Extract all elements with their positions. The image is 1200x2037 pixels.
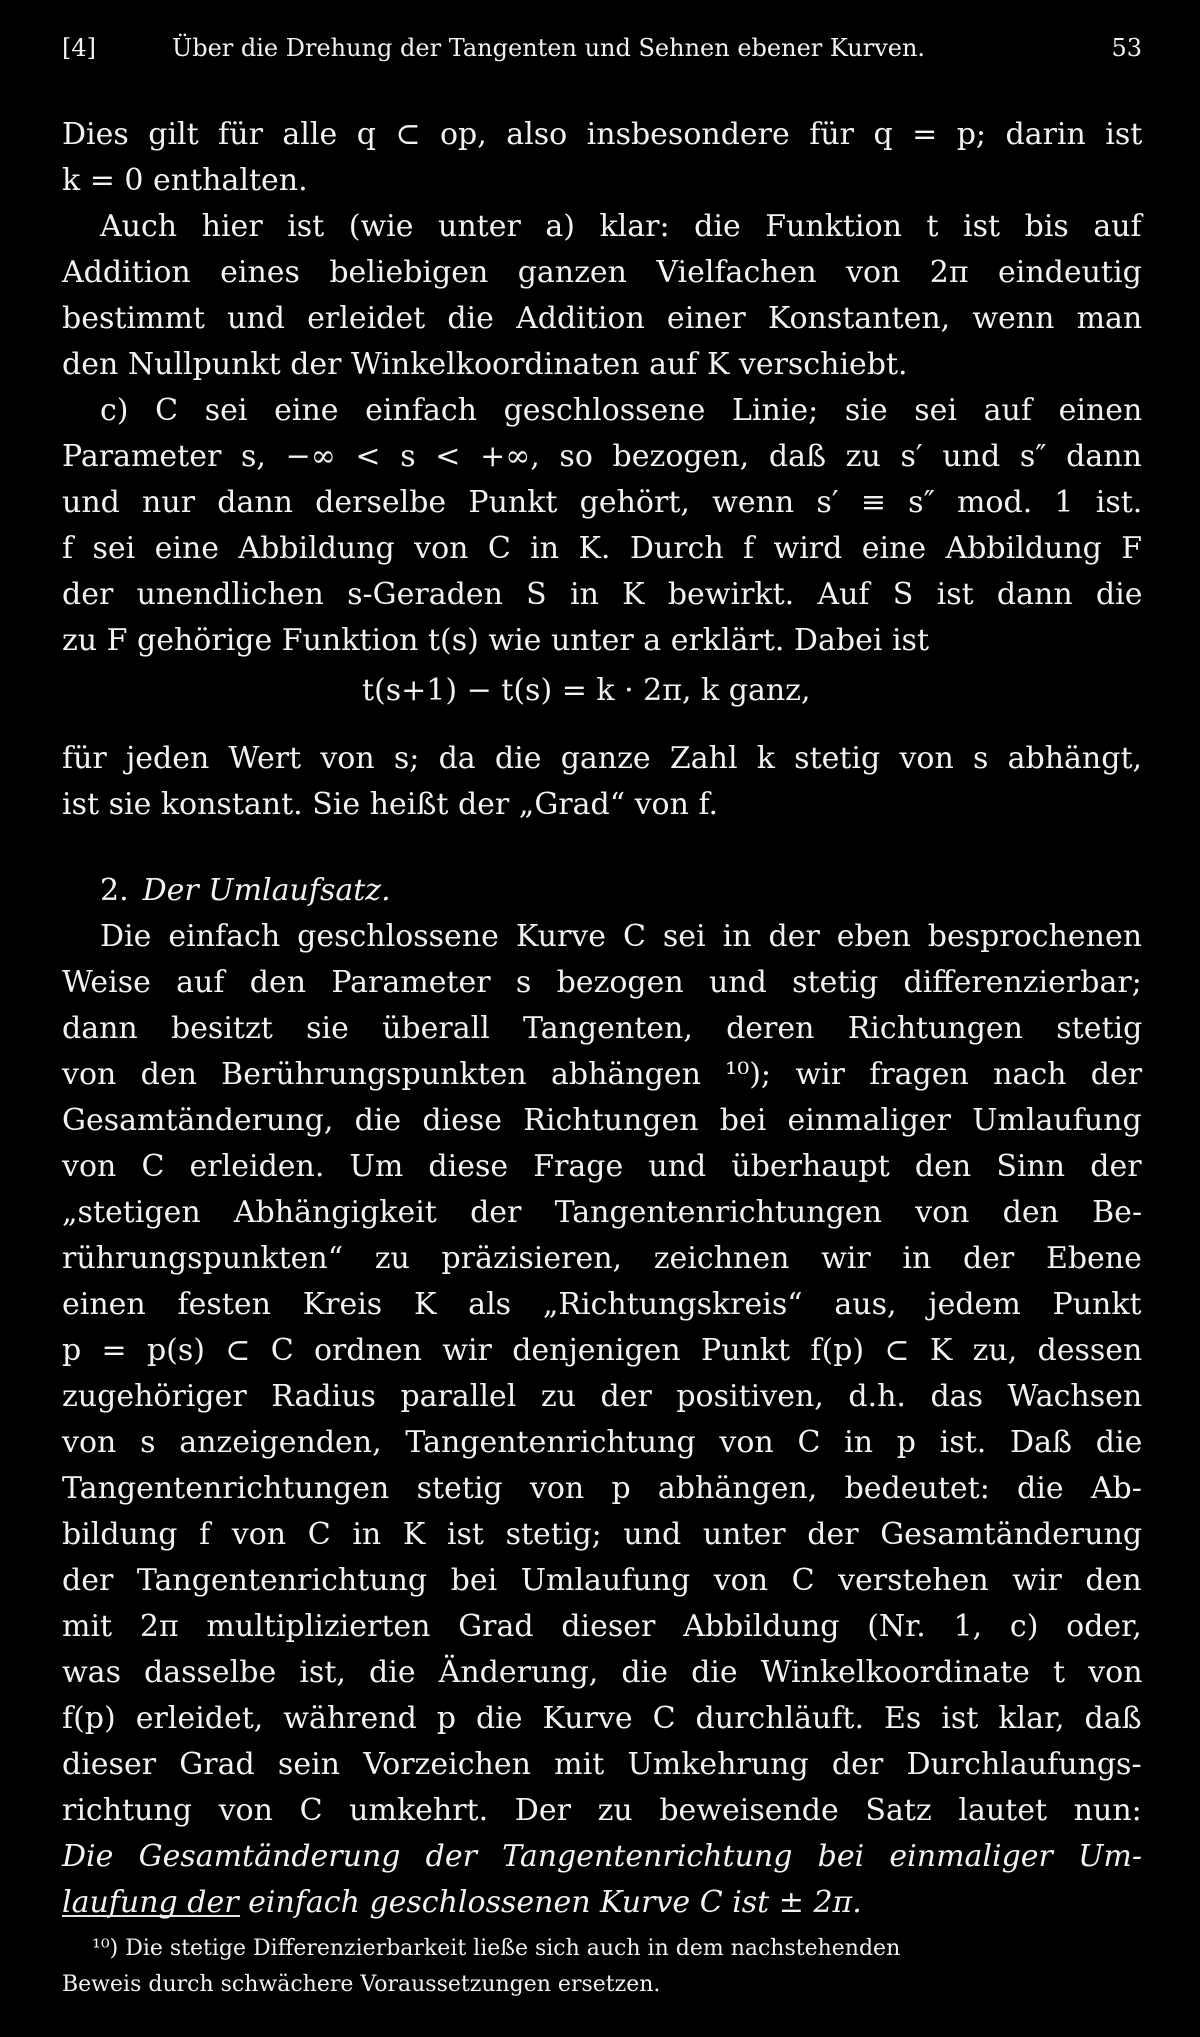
text-line: von C erleiden. Um diese Frage und überhaupt den Sinn der — [62, 1149, 1142, 1184]
page — [62, 0, 1142, 2037]
text-line: Tangentenrichtungen stetig von p abhängen, bedeutet: die Ab- — [62, 1471, 1142, 1506]
theorem-line: Die Gesamtänderung der Tangentenrichtung bei einmaliger Um- — [62, 1839, 1142, 1874]
text-line: den Nullpunkt der Winkelkoordinaten auf K verschiebt. — [62, 347, 908, 382]
text-line: Die einfach geschlossene Kurve C sei in der eben besprochenen — [100, 919, 1143, 954]
text-line: Addition eines beliebigen ganzen Vielfachen von 2π eindeutig — [62, 255, 1142, 290]
text-line: der Tangentenrichtung bei Umlaufung von C verstehen wir den — [62, 1563, 1142, 1598]
text-line: rührungspunkten“ zu präzisieren, zeichnen wir in der Ebene — [62, 1241, 1142, 1276]
running-title: Über die Drehung der Tangenten und Sehnen ebener Kurven. — [172, 34, 926, 62]
text-line: c) C sei eine einfach geschlossene Linie; sie sei auf einen — [100, 393, 1143, 428]
text-line: p = p(s) ⊂ C ordnen wir denjenigen Punkt f(p) ⊂ K zu, dessen — [62, 1333, 1143, 1368]
text-line: was dasselbe ist, die Änderung, die die Winkelkoordinate t von — [62, 1655, 1143, 1690]
text-line: f(p) erleidet, während p die Kurve C durchläuft. Es ist klar, daß — [62, 1701, 1142, 1736]
text-line: richtung von C umkehrt. Der zu beweisende Satz lautet nun: — [62, 1793, 1142, 1828]
text-line: bildung f von C in K ist stetig; und unter der Gesamtänderung — [62, 1517, 1143, 1552]
text-line: bestimmt und erleidet die Addition einer Konstanten, wenn man — [62, 301, 1143, 336]
text-line: f sei eine Abbildung von C in K. Durch f wird eine Abbildung F — [62, 531, 1143, 566]
text-line: „stetigen Abhängigkeit der Tangentenrichtungen von den Be- — [62, 1195, 1143, 1230]
footnote-line: Beweis durch schwächere Voraussetzungen ersetzen. — [62, 1972, 661, 1997]
text-line: von s anzeigenden, Tangentenrichtung von C in p ist. Daß die — [62, 1425, 1143, 1460]
footnote-rule — [62, 1915, 240, 1917]
page-number: 53 — [1111, 34, 1142, 62]
display-formula: t(s+1) − t(s) = k · 2π, k ganz, — [362, 673, 811, 708]
section-number: 2. — [100, 873, 129, 908]
text-line: Gesamtänderung, die diese Richtungen bei einmaliger Umlaufung — [62, 1103, 1142, 1138]
text-line: zugehöriger Radius parallel zu der positiven, d.h. das Wachsen — [62, 1379, 1143, 1414]
text-line: Weise auf den Parameter s bezogen und stetig differenzierbar; — [62, 965, 1142, 1000]
text-line: Dies gilt für alle q ⊂ op, also insbesondere für q = p; darin ist — [62, 117, 1143, 152]
theorem-line: laufung der einfach geschlossenen Kurve C ist ± 2π. — [62, 1885, 862, 1920]
text-line: der unendlichen s-Geraden S in K bewirkt. Auf S ist dann die — [62, 577, 1143, 612]
running-header — [62, 28, 1142, 68]
text-line: ist sie konstant. Sie heißt der „Grad“ von f. — [62, 787, 719, 822]
text-line: einen festen Kreis K als „Richtungskreis“ aus, jedem Punkt — [62, 1287, 1142, 1322]
section-heading — [100, 868, 391, 914]
text-line: dieser Grad sein Vorzeichen mit Umkehrung der Durchlaufungs- — [62, 1747, 1142, 1782]
text-line: zu F gehörige Funktion t(s) wie unter a erklärt. Dabei ist — [62, 623, 929, 658]
text-line: und nur dann derselbe Punkt gehört, wenn s′ ≡ s″ mod. 1 ist. — [62, 485, 1143, 520]
text-line: von den Berührungspunkten abhängen ¹⁰); wir fragen nach der — [62, 1057, 1143, 1092]
text-line: Parameter s, −∞ < s < +∞, so bezogen, daß zu s′ und s″ dann — [62, 439, 1142, 474]
text-line: Auch hier ist (wie unter a) klar: die Funktion t ist bis auf — [100, 209, 1142, 244]
text-line: mit 2π multiplizierten Grad dieser Abbildung (Nr. 1, c) oder, — [62, 1609, 1142, 1644]
section-title: Der Umlaufsatz. — [142, 873, 391, 908]
footnote-line: ¹⁰) Die stetige Differenzierbarkeit ließe sich auch in dem nachstehenden — [92, 1936, 901, 1961]
section-ref: [4] — [62, 34, 96, 62]
text-line: für jeden Wert von s; da die ganze Zahl k stetig von s abhängt, — [62, 741, 1143, 776]
text-line: dann besitzt sie überall Tangenten, deren Richtungen stetig — [62, 1011, 1143, 1046]
text-line: k = 0 enthalten. — [62, 163, 308, 198]
